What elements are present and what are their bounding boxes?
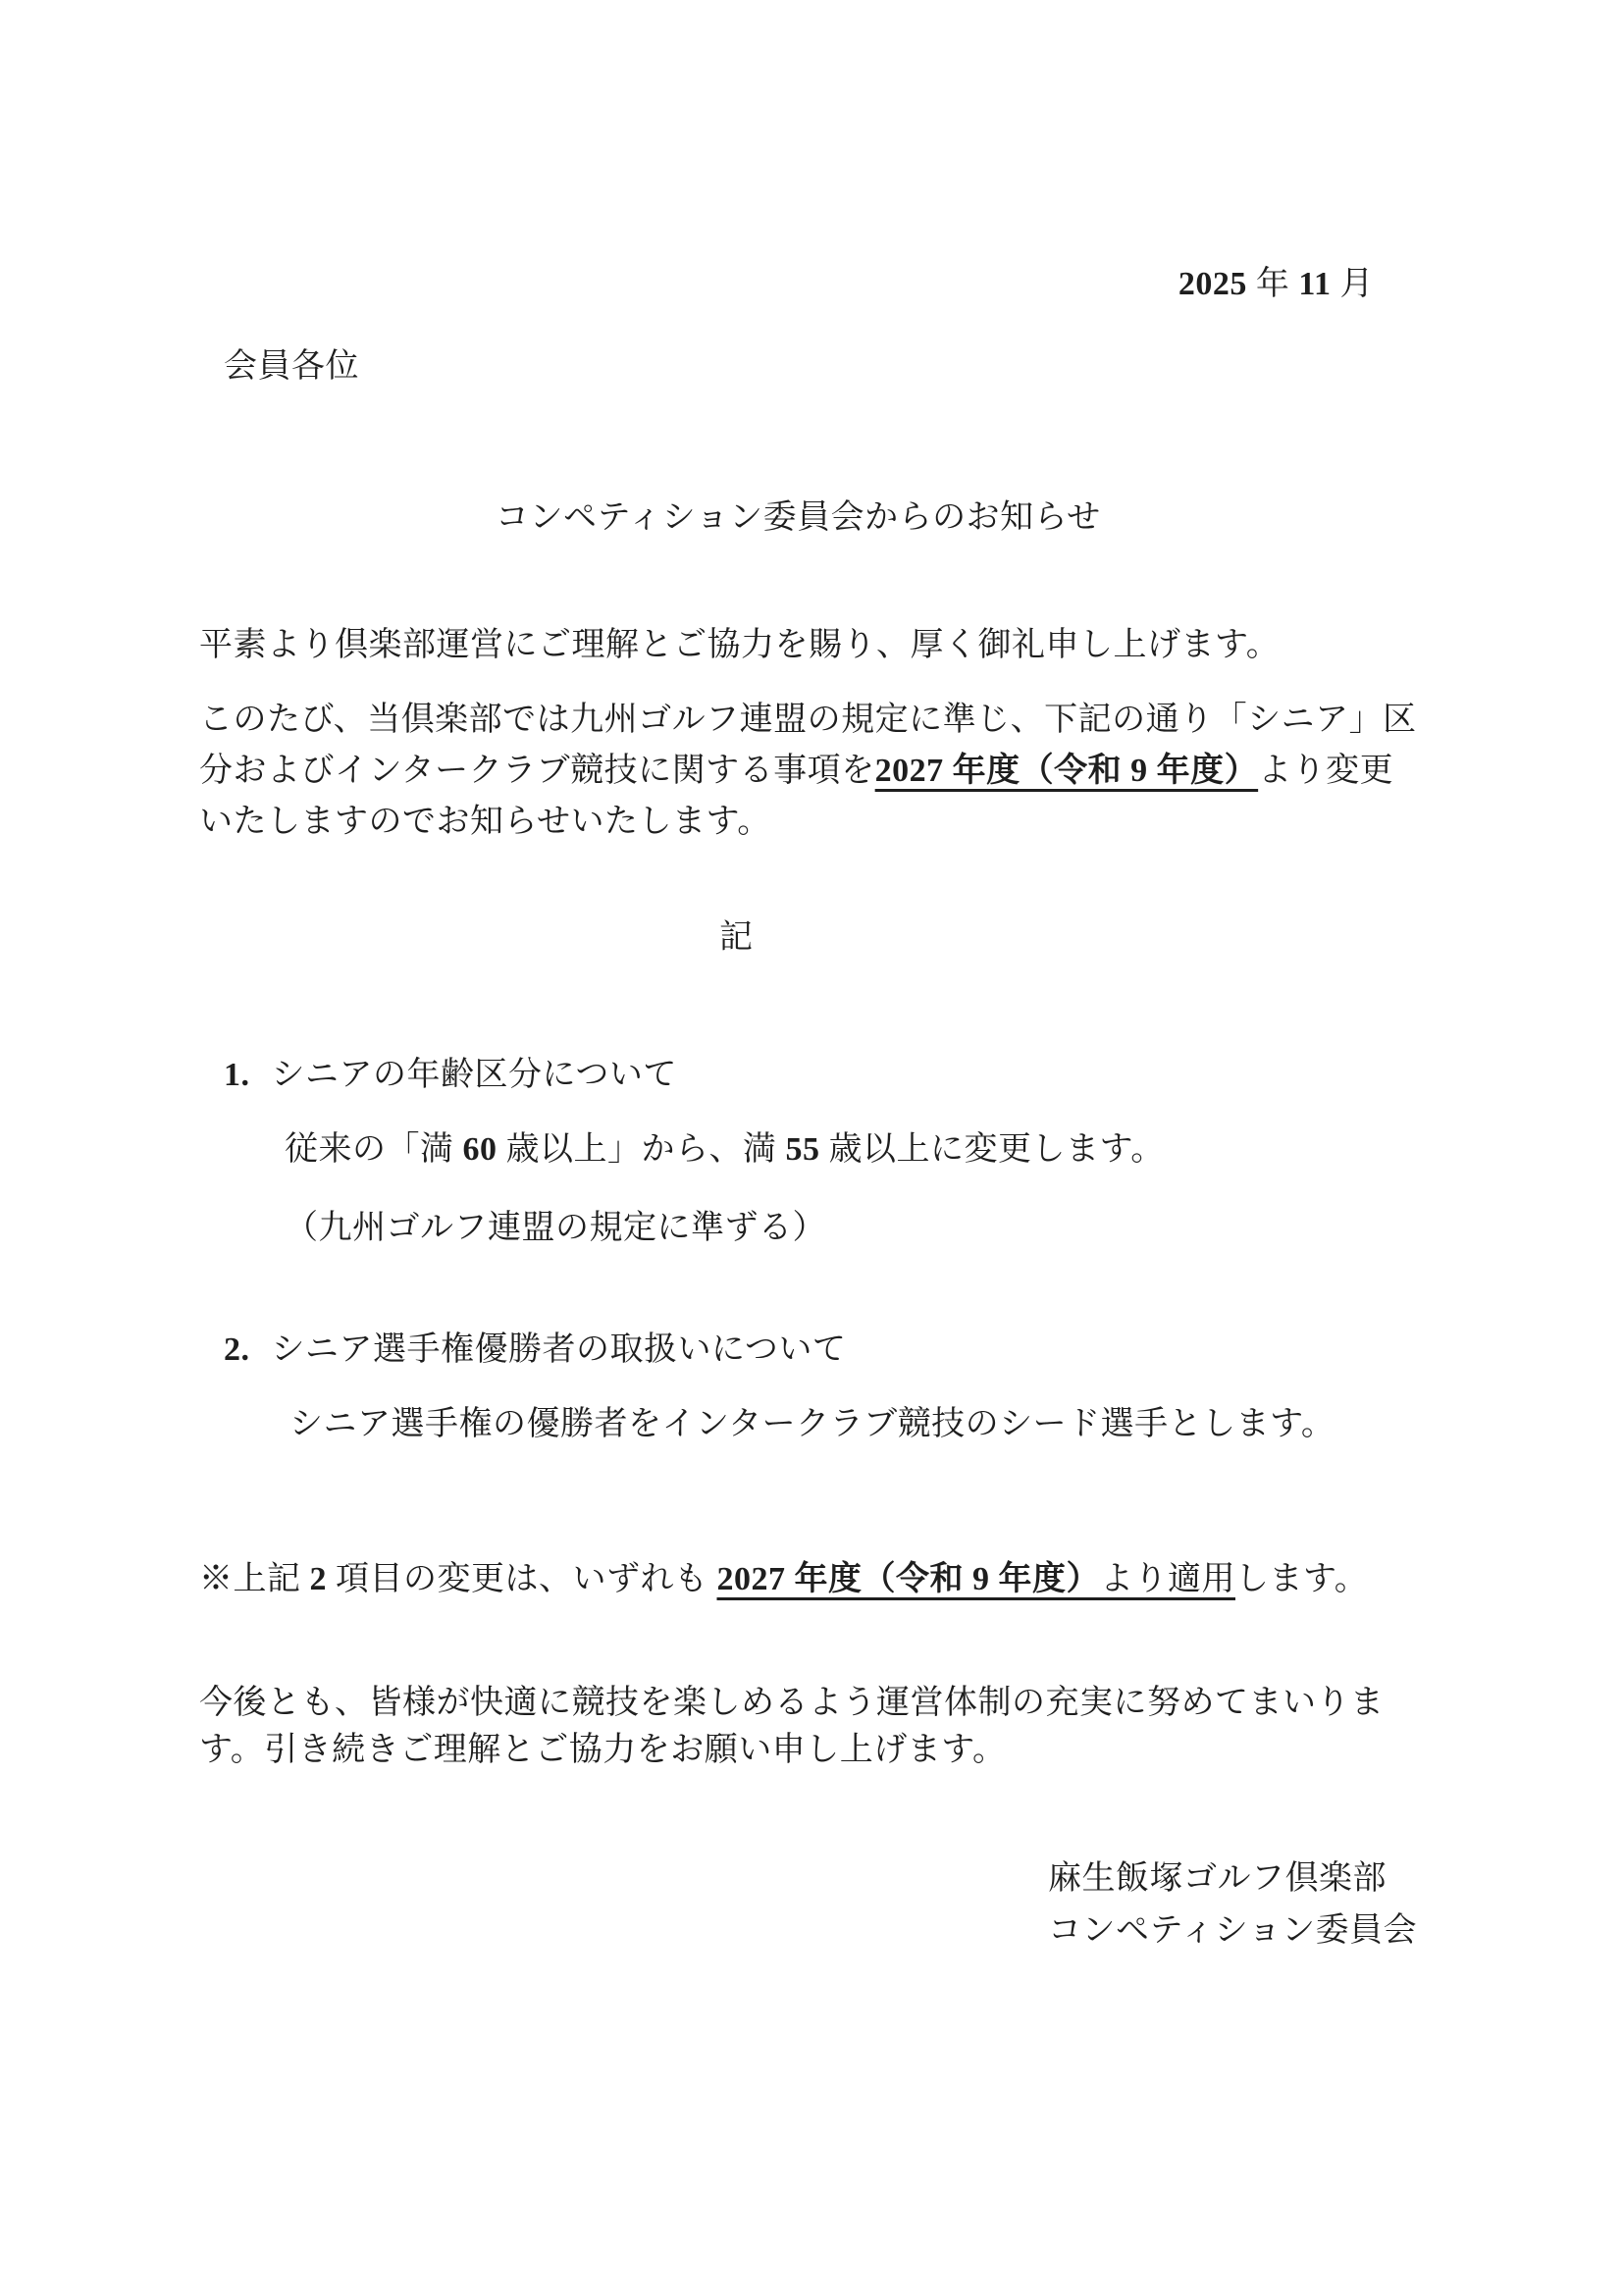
intro-line-2 xyxy=(199,750,1393,793)
item-2-number: 2. xyxy=(224,1331,250,1368)
date-year-unit: 年 xyxy=(1246,266,1299,302)
item-1-number: 1. xyxy=(224,1057,250,1093)
intro-line-2-after: より変更 xyxy=(1258,753,1394,789)
date-year: 2025 xyxy=(1178,266,1247,302)
note-p1: ※上記 xyxy=(199,1561,310,1597)
date-month-unit: 月 xyxy=(1331,266,1374,302)
record-marker: 記 xyxy=(719,919,754,956)
item-2-detail: シニア選手権の優勝者をインタークラブ競技のシード選手とします。 xyxy=(289,1406,1335,1442)
item-2-heading xyxy=(224,1329,846,1372)
item-1-detail-p1: 従来の「満 xyxy=(285,1131,463,1168)
item-1-age-old: 60 xyxy=(462,1131,497,1168)
item-1-detail-note: （九州ゴルフ連盟の規定に準ずる） xyxy=(285,1210,826,1246)
item-1-heading-text: シニアの年齢区分について xyxy=(271,1057,677,1093)
note-p6: します。 xyxy=(1235,1561,1369,1597)
note-item-count: 2 xyxy=(309,1561,327,1597)
intro-line-1: このたび、当倶楽部では九州ゴルフ連盟の規定に準じ、下記の通り「シニア」区 xyxy=(199,702,1417,738)
closing-line-1: 今後とも、皆様が快適に競技を楽しめるよう運営体制の充実に努めてまいりま xyxy=(199,1685,1385,1721)
intro-line-2-before: 分およびインタークラブ競技に関する事項を xyxy=(199,753,875,789)
greeting-paragraph: 平素より倶楽部運営にご理解とご協力を賜り、厚く御礼申し上げます。 xyxy=(199,627,1281,663)
item-1-age-new: 55 xyxy=(785,1131,820,1168)
note-effective-date-highlight: 2027 年度（令和 9 年度） xyxy=(716,1561,1100,1597)
item-2-heading-text: シニア選手権優勝者の取扱いについて xyxy=(271,1331,847,1368)
item-1-detail-p5: 歳以上に変更します。 xyxy=(819,1131,1165,1168)
effective-date-highlight: 2027 年度（令和 9 年度） xyxy=(874,753,1259,789)
date-month: 11 xyxy=(1298,266,1332,302)
notice-title: コンペティション委員会からのお知らせ xyxy=(496,499,1101,536)
signature-club-name: 麻生飯塚ゴルフ倶楽部 xyxy=(1048,1860,1387,1897)
note-line xyxy=(199,1558,1368,1601)
note-apply-underline: より適用 xyxy=(1100,1561,1235,1597)
recipient: 会員各位 xyxy=(224,348,359,385)
intro-line-3: いたしますのでお知らせいたします。 xyxy=(199,804,771,840)
item-1-detail xyxy=(285,1128,1165,1172)
closing-line-2: す。引き続きご理解とご協力をお願い申し上げます。 xyxy=(199,1732,1007,1768)
item-1-heading xyxy=(224,1054,677,1097)
signature-committee-name: コンペティション委員会 xyxy=(1048,1912,1418,1949)
item-1-detail-p3: 歳以上」から、満 xyxy=(497,1131,786,1168)
date xyxy=(1178,263,1374,306)
note-p3: 項目の変更は、いずれも xyxy=(327,1561,717,1597)
